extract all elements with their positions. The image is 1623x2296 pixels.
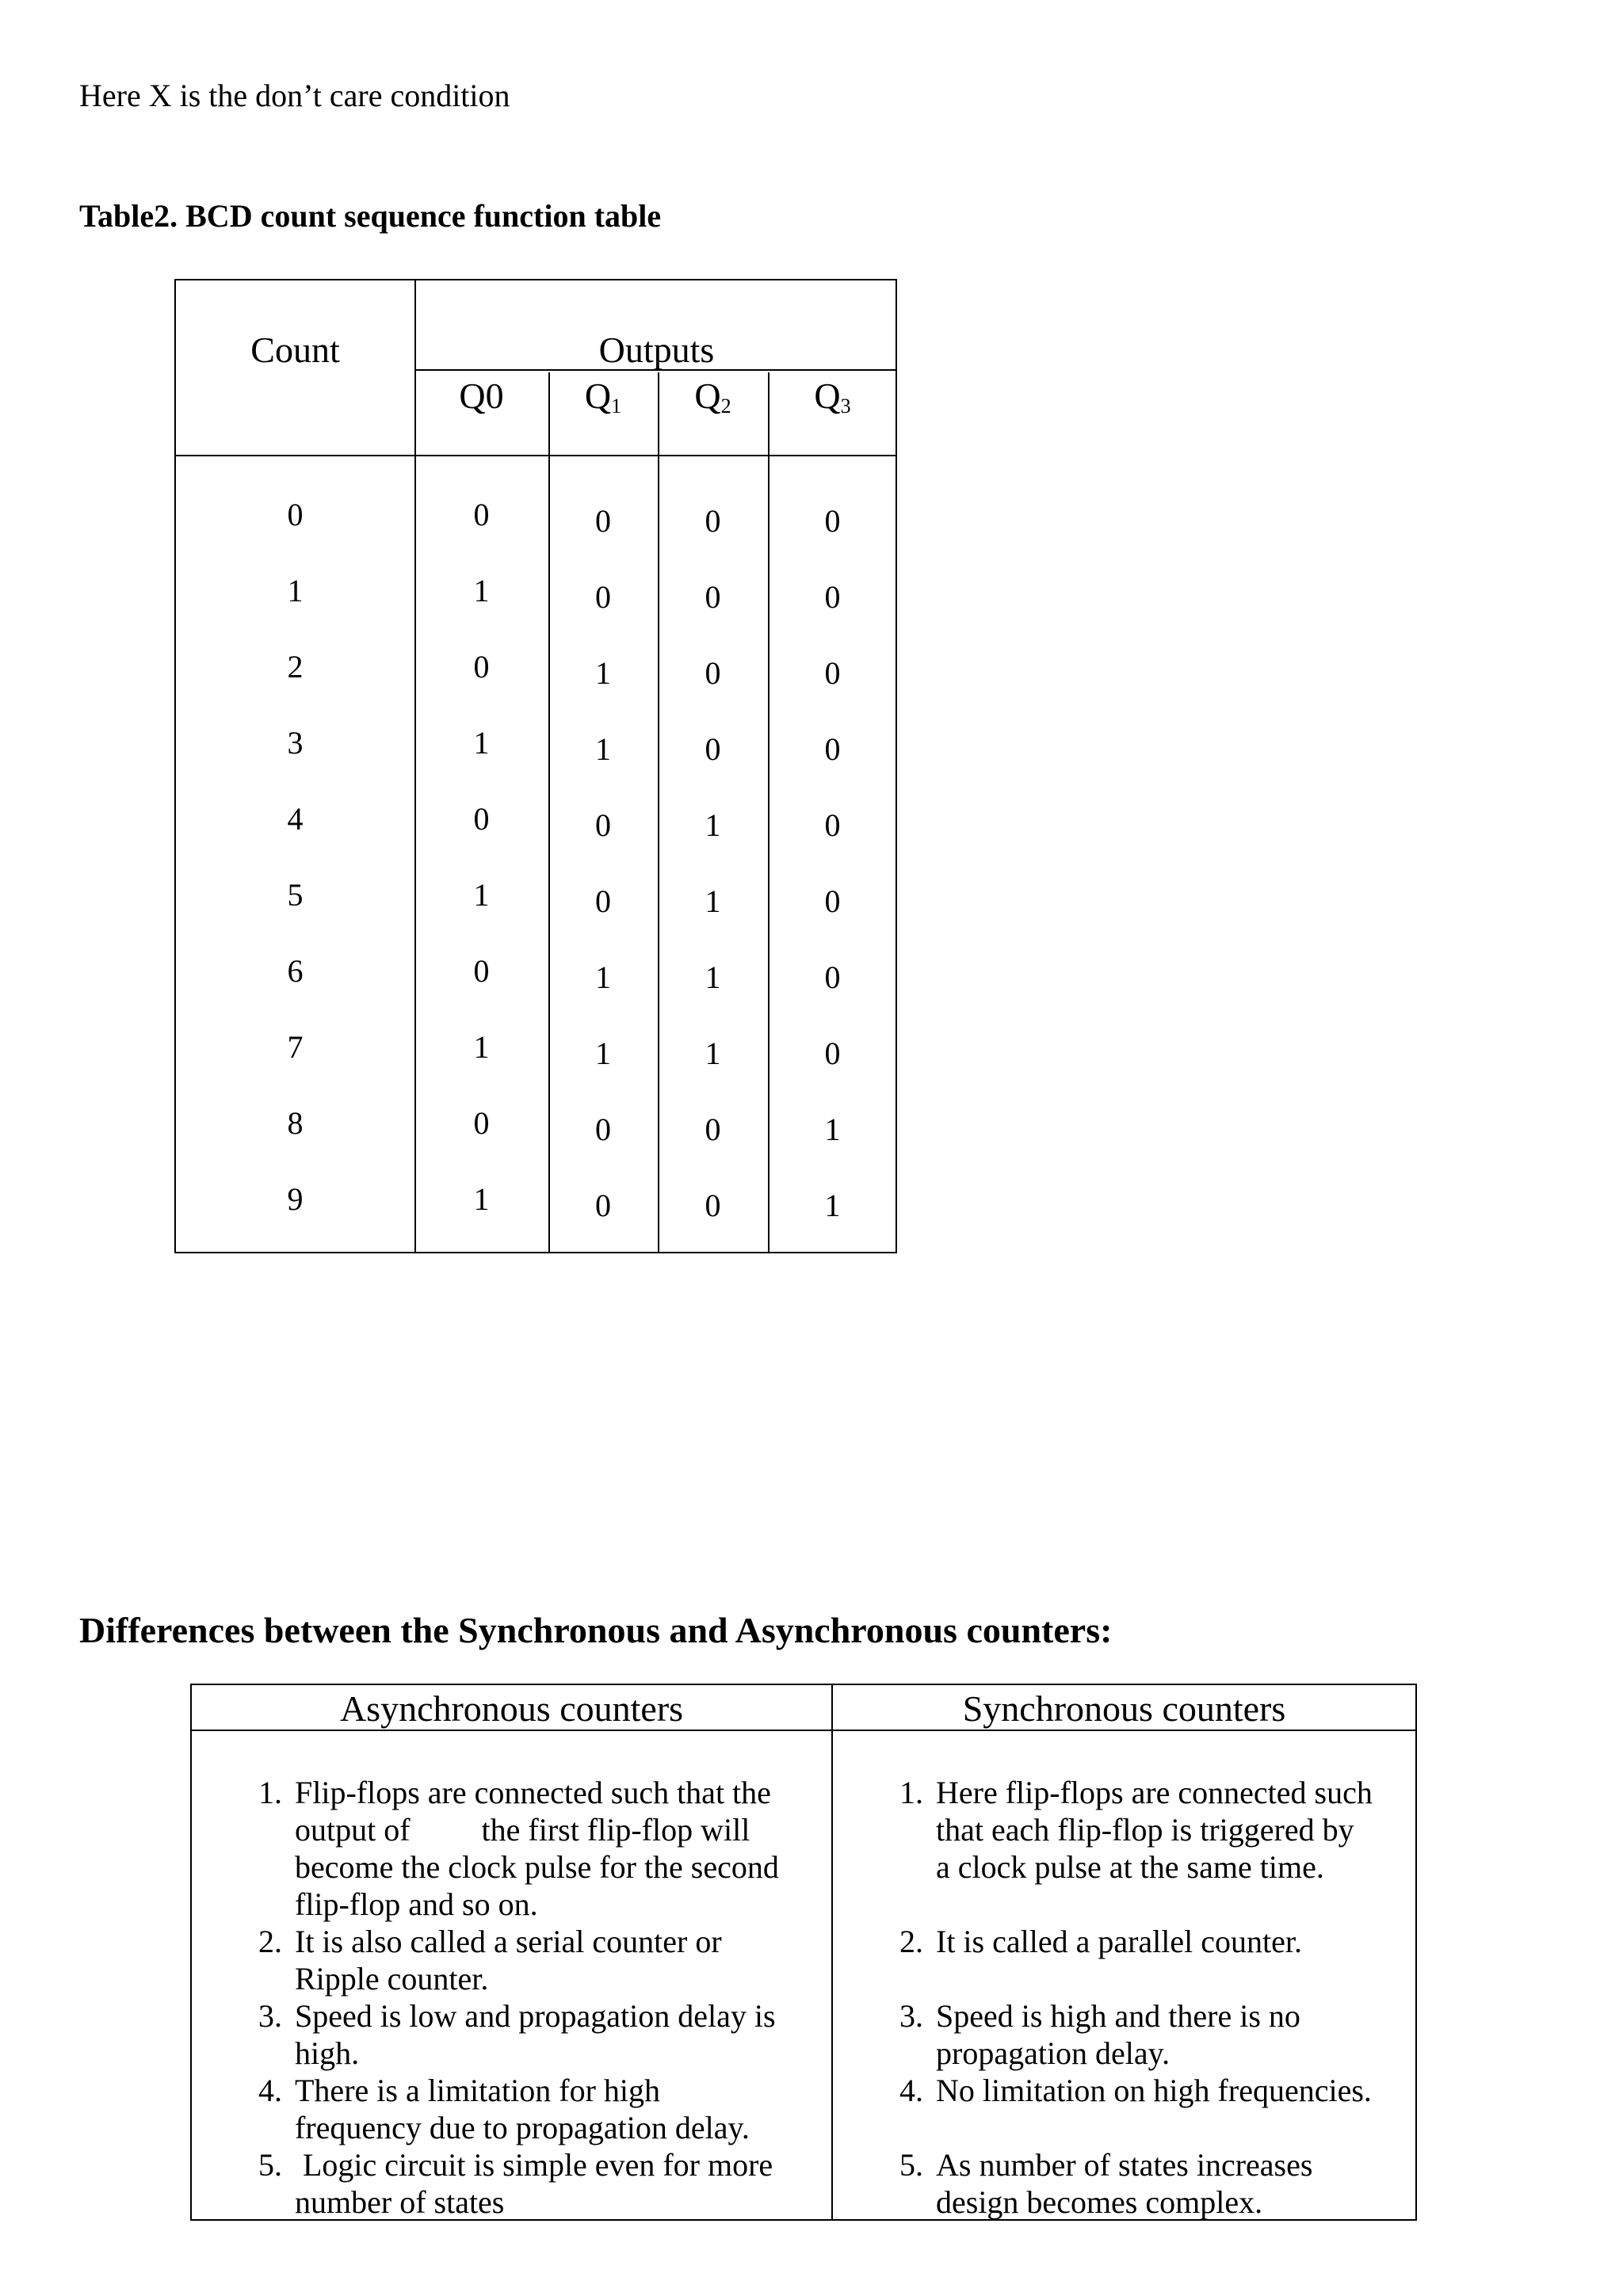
- sync-item: [884, 2146, 1407, 2221]
- list-line: a clock pulse at the same time.: [936, 1849, 1324, 1885]
- list-line: Flip-flops are connected such that the: [295, 1775, 771, 1810]
- list-number: 1.: [258, 1775, 282, 1810]
- list-number: 4.: [899, 2073, 923, 2108]
- output-cell: 1: [595, 1035, 611, 1071]
- output-cell: 1: [473, 877, 490, 913]
- count-cell: 3: [287, 725, 304, 761]
- output-cell: 1: [705, 959, 721, 995]
- output-cell: 0: [473, 953, 490, 989]
- list-line: frequency due to propagation delay.: [295, 2110, 750, 2145]
- output-cell: 1: [595, 655, 611, 691]
- list-number: 2.: [899, 1924, 923, 1959]
- list-line: There is a limitation for high: [295, 2073, 660, 2108]
- outputs-header: Outputs: [598, 330, 715, 370]
- list-line: No limitation on high frequencies.: [936, 2073, 1372, 2108]
- output-cell: 0: [595, 883, 611, 919]
- count-cell: 4: [287, 801, 304, 837]
- count-cell: 1: [287, 573, 304, 608]
- output-cell: 1: [473, 573, 490, 608]
- list-number: 5.: [258, 2147, 282, 2183]
- sync-item: [884, 1774, 1407, 1886]
- output-cell: 1: [473, 1181, 490, 1217]
- count-header: Count: [250, 330, 340, 370]
- column-header-q3: $Q_3$: [814, 376, 851, 418]
- list-number: 3.: [899, 1998, 923, 2034]
- async-item: [242, 1774, 821, 1923]
- sync-list: [884, 1774, 1407, 2218]
- list-number: 4.: [258, 2073, 282, 2108]
- output-cell: 0: [595, 807, 611, 843]
- output-cell: 0: [824, 807, 841, 843]
- output-cell: 0: [705, 1188, 721, 1223]
- table-caption: Table2. BCD count sequence function table: [79, 198, 662, 234]
- count-cell: 7: [287, 1029, 304, 1065]
- list-line: It is called a parallel counter.: [936, 1924, 1303, 1959]
- output-cell: 0: [473, 497, 490, 532]
- count-cell: 0: [287, 497, 304, 532]
- list-line: Here flip-flops are connected such: [936, 1775, 1373, 1810]
- sync-item: [884, 1923, 1407, 1960]
- output-cell: 1: [824, 1112, 841, 1147]
- output-cell: 0: [824, 959, 841, 995]
- list-number: 2.: [258, 1924, 282, 1959]
- async-item: [242, 2072, 821, 2146]
- output-cell: 0: [824, 731, 841, 767]
- list-line: output of the first flip-flop will: [295, 1812, 750, 1848]
- output-cell: 0: [705, 579, 721, 615]
- output-cell: 0: [824, 503, 841, 539]
- output-cell: 1: [705, 1035, 721, 1071]
- differences-heading: Differences between the Synchronous and Asynchronous counters:: [79, 1610, 1113, 1650]
- list-number: 1.: [899, 1775, 923, 1810]
- differences-table: [190, 1684, 1417, 2221]
- list-line: design becomes complex.: [936, 2184, 1263, 2220]
- list-line: propagation delay.: [936, 2035, 1170, 2071]
- output-cell: 0: [473, 801, 490, 837]
- output-cell: 0: [473, 1105, 490, 1141]
- list-line: number of states: [295, 2184, 505, 2220]
- list-line: It is also called a serial counter or: [295, 1924, 722, 1959]
- list-line: become the clock pulse for the second: [295, 1849, 779, 1885]
- column-header-q0: Q0: [459, 376, 504, 416]
- output-cell: 0: [595, 1188, 611, 1223]
- list-line: flip-flop and so on.: [295, 1886, 538, 1922]
- list-line: that each flip-flop is triggered by: [936, 1812, 1354, 1848]
- sync-column-header: Synchronous counters: [962, 1688, 1286, 1729]
- column-header-q2: $Q_2$: [694, 376, 731, 418]
- output-cell: 1: [595, 731, 611, 767]
- output-cell: 1: [473, 1029, 490, 1065]
- count-cell: 5: [287, 877, 304, 913]
- output-cell: 1: [595, 959, 611, 995]
- count-cell: 6: [287, 953, 304, 989]
- list-line: Ripple counter.: [295, 1961, 489, 1997]
- output-cell: 0: [824, 655, 841, 691]
- output-cell: 0: [824, 1035, 841, 1071]
- list-line: Logic circuit is simple even for more: [295, 2147, 773, 2183]
- async-list: [242, 1774, 821, 2218]
- bcd-count-table: [174, 279, 897, 1253]
- output-cell: 0: [705, 503, 721, 539]
- list-number: 3.: [258, 1998, 282, 2034]
- sync-item: [884, 2072, 1407, 2109]
- output-cell: 1: [705, 883, 721, 919]
- output-cell: 0: [705, 731, 721, 767]
- output-cell: 1: [705, 807, 721, 843]
- list-line: high.: [295, 2035, 360, 2071]
- count-cell: 8: [287, 1105, 304, 1141]
- list-line: Speed is high and there is no: [936, 1998, 1300, 2034]
- output-cell: 1: [473, 725, 490, 761]
- async-item: [242, 1923, 821, 1997]
- output-cell: 0: [824, 883, 841, 919]
- output-cell: 0: [595, 1112, 611, 1147]
- async-column-header: Asynchronous counters: [339, 1688, 684, 1729]
- async-item: [242, 1997, 821, 2072]
- output-cell: 0: [705, 1112, 721, 1147]
- output-cell: 0: [595, 503, 611, 539]
- list-number: 5.: [899, 2147, 923, 2183]
- output-cell: 1: [824, 1188, 841, 1223]
- list-line: Speed is low and propagation delay is: [295, 1998, 776, 2034]
- column-header-q1: $Q_1$: [584, 376, 622, 418]
- output-cell: 0: [824, 579, 841, 615]
- list-line: As number of states increases: [936, 2147, 1313, 2183]
- dont-care-note: Here X is the don’t care condition: [79, 78, 510, 113]
- output-cell: 0: [473, 649, 490, 685]
- count-cell: 2: [287, 649, 304, 685]
- output-cell: 0: [705, 655, 721, 691]
- async-item: [242, 2146, 821, 2221]
- sync-item: [884, 1997, 1407, 2072]
- count-cell: 9: [287, 1181, 304, 1217]
- output-cell: 0: [595, 579, 611, 615]
